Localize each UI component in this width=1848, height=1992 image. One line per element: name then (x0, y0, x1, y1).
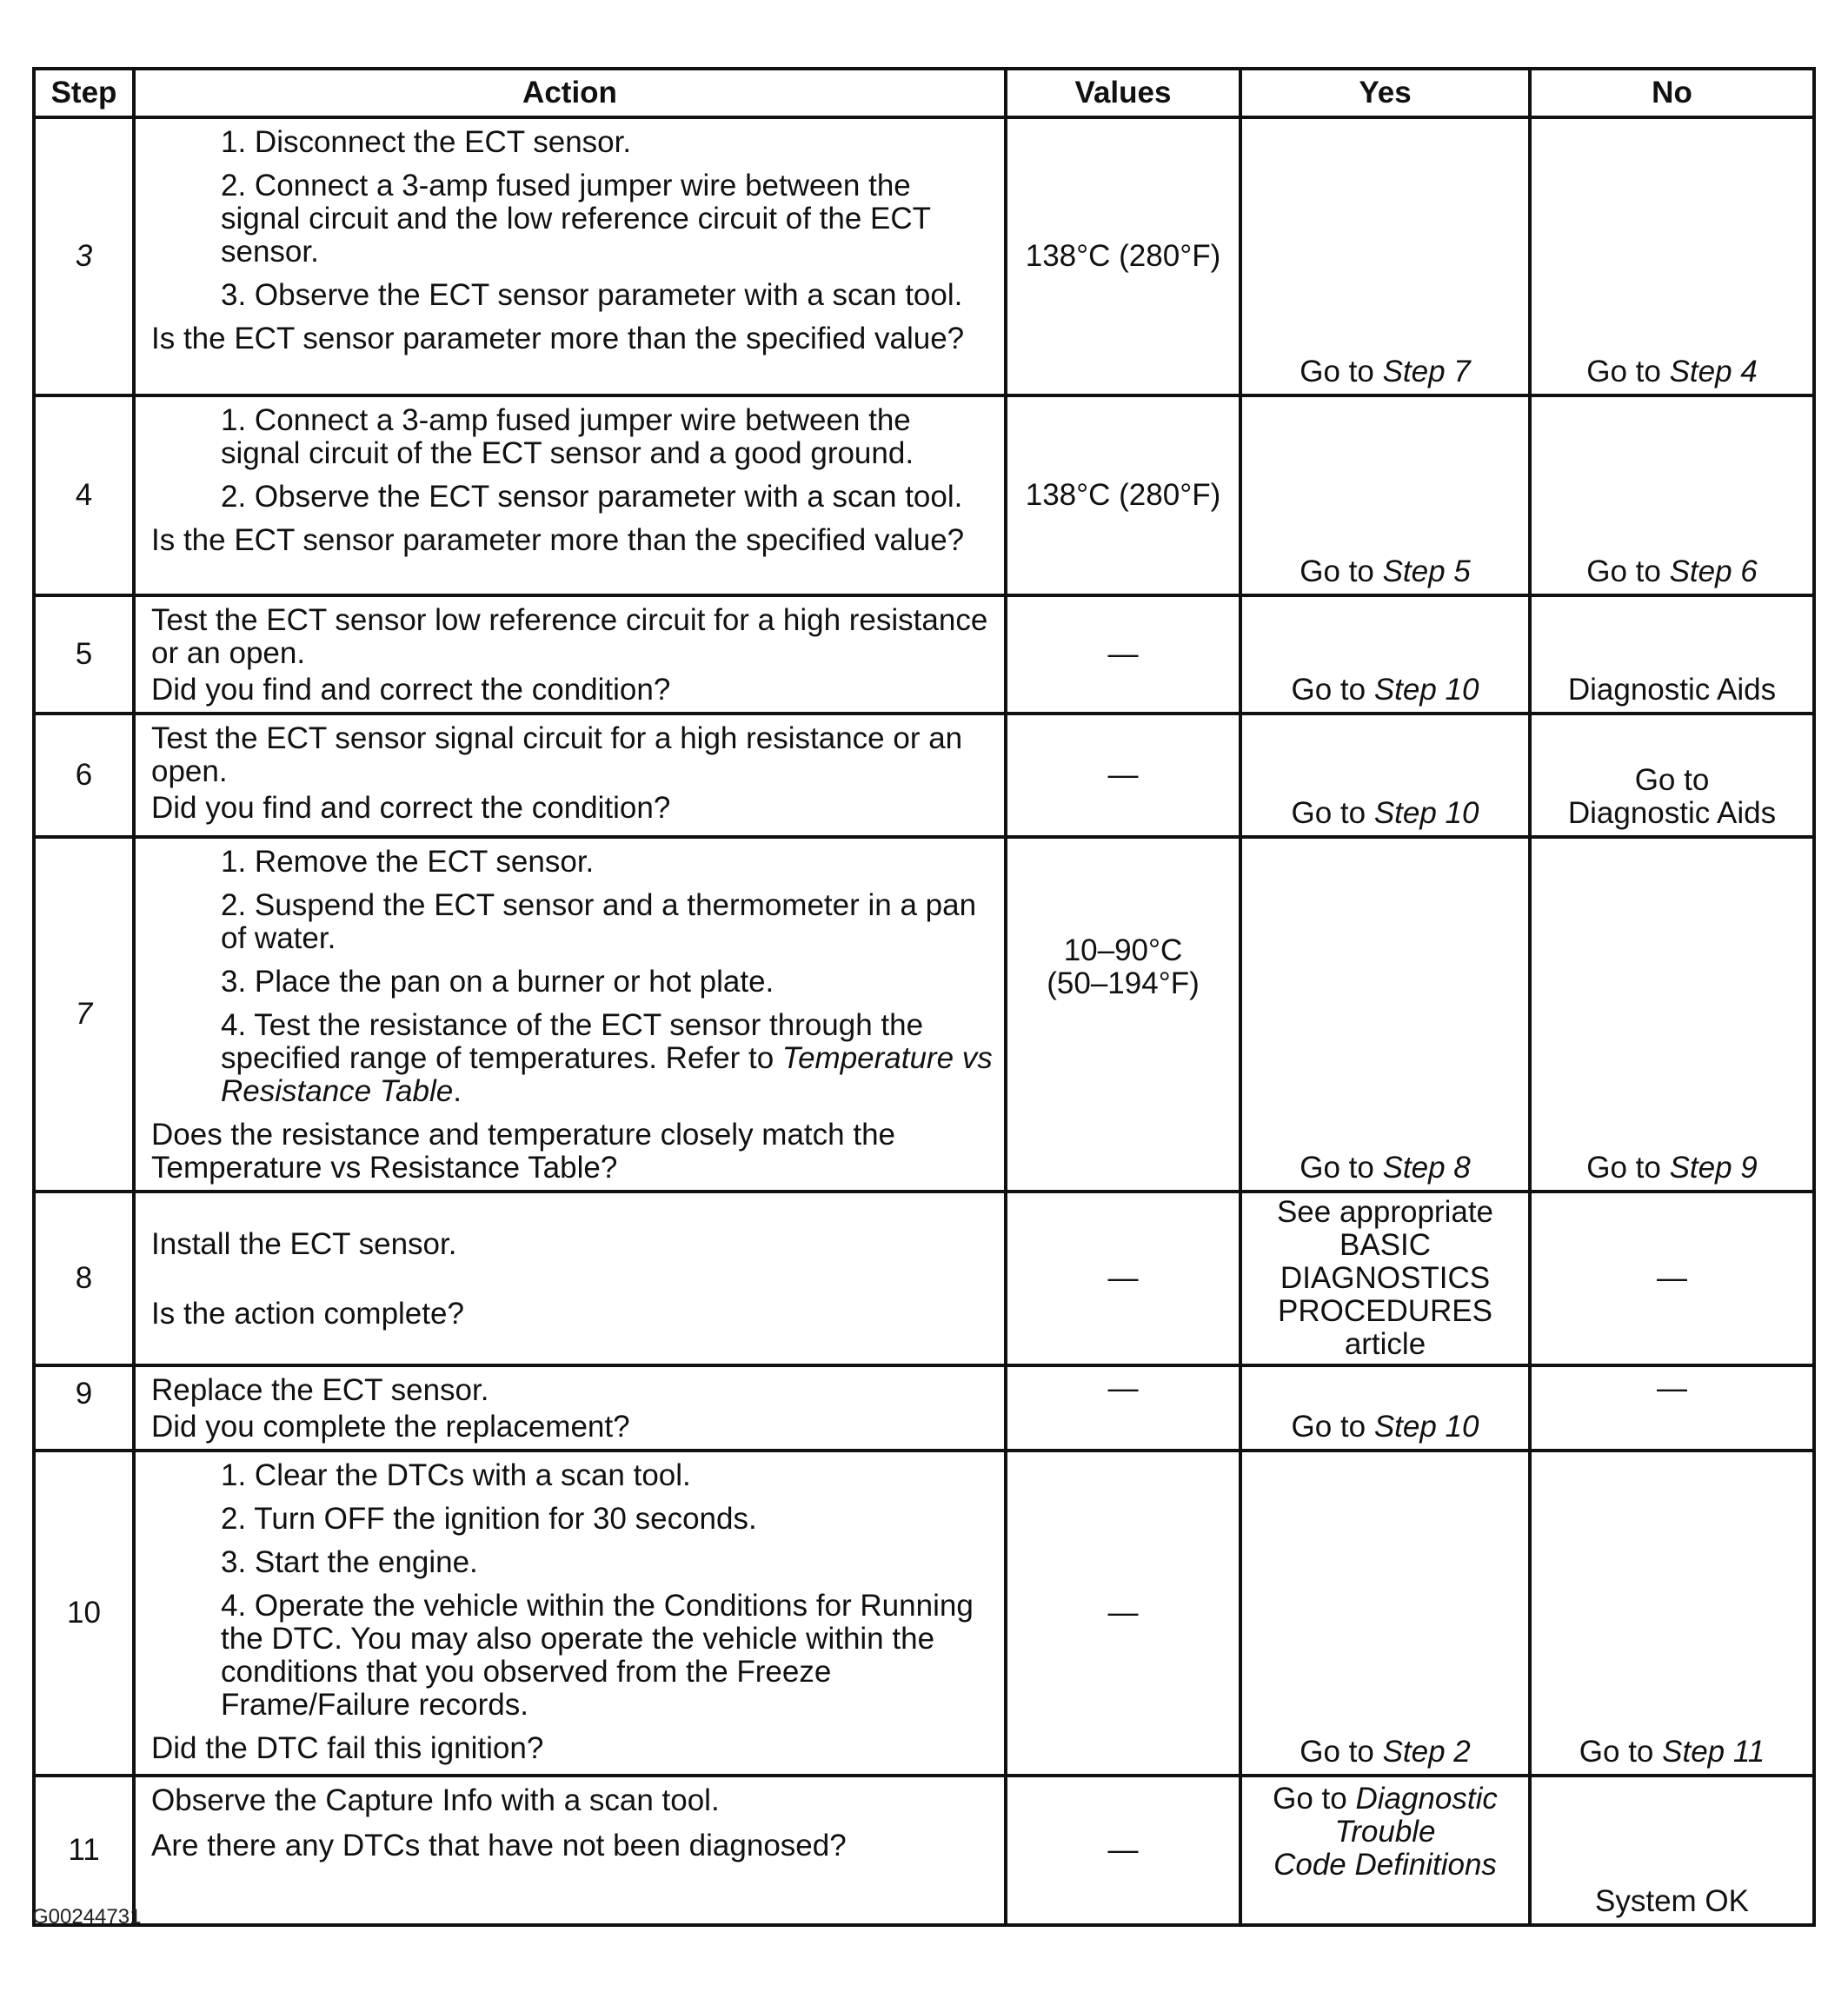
action-item: 3. Place the pan on a burner or hot plate. (221, 965, 774, 999)
step-number: 11 (34, 1776, 134, 1925)
step-number: 7 (34, 837, 134, 1192)
step-link[interactable]: Step 2 (1382, 1735, 1471, 1769)
action-question: Did you complete the replacement? (151, 1410, 630, 1444)
step-number: 9 (34, 1365, 134, 1451)
action-question: Are there any DTCs that have not been diagnosed? (151, 1829, 847, 1863)
table-row-step-5 (34, 595, 1814, 714)
table-row-step-4 (34, 395, 1814, 595)
values-cell: 138°C (280°F) (1006, 395, 1240, 595)
action-text: Replace the ECT sensor. (151, 1373, 489, 1407)
action-cell (134, 714, 1006, 837)
table-row-step-9 (34, 1365, 1814, 1451)
action-item: 2. Turn OFF the ignition for 30 seconds. (221, 1502, 757, 1536)
step-link[interactable]: Step 10 (1373, 796, 1479, 830)
step-link[interactable]: Step 11 (1662, 1735, 1765, 1769)
no-cell: — (1530, 1192, 1814, 1365)
action-text: Install the ECT sensor. (151, 1227, 457, 1261)
action-cell (134, 595, 1006, 714)
action-question: Did you find and correct the condition? (151, 791, 671, 825)
action-text: Observe the Capture Info with a scan tool. (151, 1783, 720, 1817)
step-link[interactable]: Step 8 (1382, 1151, 1471, 1185)
values-cell: 10–90°C (50–194°F) (1006, 837, 1240, 1192)
header-step: Step (34, 69, 134, 117)
action-question: Is the ECT sensor parameter more than the specified value? (151, 523, 965, 557)
values-cell: 138°C (280°F) (1006, 117, 1240, 395)
yes-cell: Go to Step 5 (1240, 395, 1530, 595)
table-row-step-6 (34, 714, 1814, 837)
action-cell (134, 837, 1006, 1192)
yes-cell: Go to Step 2 (1240, 1451, 1530, 1776)
yes-cell: Go to Step 8 (1240, 837, 1530, 1192)
values-cell: — (1006, 1192, 1240, 1365)
values-cell: — (1006, 1451, 1240, 1776)
yes-cell: Go to Step 10 (1240, 714, 1530, 837)
action-item: 3. Start the engine. (221, 1545, 478, 1579)
step-link[interactable]: Diagnostic (1355, 1782, 1498, 1816)
yes-cell: Go to Diagnostic Trouble Code Definitions (1240, 1776, 1530, 1925)
table-row-step-11 (34, 1776, 1814, 1925)
step-link[interactable]: Step 6 (1669, 554, 1758, 588)
diagnostic-table (32, 67, 1816, 1927)
values-cell: — (1006, 595, 1240, 714)
values-cell: — (1006, 714, 1240, 837)
step-number: 6 (34, 714, 134, 837)
table-row-step-7 (34, 837, 1814, 1192)
action-item: 1. Remove the ECT sensor. (221, 845, 595, 879)
step-link[interactable]: Code Definitions (1273, 1848, 1497, 1882)
step-number: 8 (34, 1192, 134, 1365)
action-item: 2. Observe the ECT sensor parameter with a scan tool. (221, 480, 963, 514)
action-item: 4. Operate the vehicle within the Conditions for Running the DTC. You may also operate the vehicle within the conditions that you observed from the Freeze Frame/Failure records. (221, 1589, 974, 1722)
action-question: Does the resistance and temperature closely match the Temperature vs Resistance Table? (151, 1118, 895, 1185)
step-link[interactable]: Step 7 (1382, 355, 1471, 388)
no-cell: Go to Step 11 (1530, 1451, 1814, 1776)
header-yes: Yes (1240, 69, 1530, 117)
values-cell: — (1006, 1365, 1240, 1451)
no-cell[interactable]: Diagnostic Aids (1530, 595, 1814, 714)
step-link[interactable]: Step 5 (1382, 554, 1471, 588)
no-cell[interactable]: Go to Diagnostic Aids (1530, 714, 1814, 837)
step-link[interactable]: Step 10 (1373, 1410, 1479, 1444)
no-cell: Go to Step 6 (1530, 395, 1814, 595)
step-number: 10 (34, 1451, 134, 1776)
figure-id-caption: G00244731 (32, 1905, 142, 1929)
action-cell (134, 1192, 1006, 1365)
no-cell: Go to Step 9 (1530, 837, 1814, 1192)
yes-cell: Go to Step 7 (1240, 117, 1530, 395)
no-cell: System OK (1530, 1776, 1814, 1925)
no-cell: Go to Step 4 (1530, 117, 1814, 395)
no-cell: — (1530, 1365, 1814, 1451)
yes-cell: Go to Step 10 (1240, 1365, 1530, 1451)
table-row-step-8 (34, 1192, 1814, 1365)
action-cell (134, 1451, 1006, 1776)
action-cell (134, 395, 1006, 595)
action-text: Test the ECT sensor signal circuit for a high resistance or an open. (151, 721, 963, 788)
action-question: Is the ECT sensor parameter more than the specified value? (151, 322, 965, 355)
step-number: 4 (34, 395, 134, 595)
action-item: 1. Clear the DTCs with a scan tool. (221, 1458, 691, 1492)
step-link[interactable]: Step 4 (1669, 355, 1758, 388)
action-item: 1. Disconnect the ECT sensor. (221, 125, 632, 159)
action-question: Did the DTC fail this ignition? (151, 1731, 544, 1765)
header-values: Values (1006, 69, 1240, 117)
diagnostic-table-container (32, 67, 1812, 1927)
action-item: 4. Test the resistance of the ECT sensor through the specified range of temperatures. Refer to Temperature vs Resistance Table. (221, 1008, 993, 1108)
action-question: Is the action complete? (151, 1297, 464, 1331)
step-link[interactable]: Step 10 (1373, 673, 1479, 707)
step-link[interactable]: Trouble (1334, 1815, 1436, 1849)
header-no: No (1530, 69, 1814, 117)
yes-cell[interactable]: See appropriate BASIC DIAGNOSTICS PROCEDURES article (1240, 1192, 1530, 1365)
action-cell (134, 117, 1006, 395)
table-reference[interactable]: Temperature vs Resistance Table (221, 1041, 993, 1108)
action-item: 2. Connect a 3-amp fused jumper wire between the signal circuit and the low reference circuit of the ECT sensor. (221, 169, 931, 269)
step-number: 5 (34, 595, 134, 714)
step-number: 3 (34, 117, 134, 395)
header-action: Action (134, 69, 1006, 117)
action-item: 3. Observe the ECT sensor parameter with a scan tool. (221, 278, 963, 312)
action-item: 2. Suspend the ECT sensor and a thermometer in a pan of water. (221, 888, 977, 955)
yes-cell: Go to Step 10 (1240, 595, 1530, 714)
table-row-step-3 (34, 117, 1814, 395)
step-link[interactable]: Step 9 (1669, 1151, 1758, 1185)
table-row-step-10 (34, 1451, 1814, 1776)
action-text: Test the ECT sensor low reference circuit for a high resistance or an open. (151, 603, 988, 670)
action-item: 1. Connect a 3-amp fused jumper wire between the signal circuit of the ECT sensor and a good ground. (221, 403, 914, 470)
action-cell (134, 1365, 1006, 1451)
header-row (34, 69, 1814, 117)
action-question: Did you find and correct the condition? (151, 673, 671, 707)
values-cell: — (1006, 1776, 1240, 1925)
action-cell (134, 1776, 1006, 1925)
